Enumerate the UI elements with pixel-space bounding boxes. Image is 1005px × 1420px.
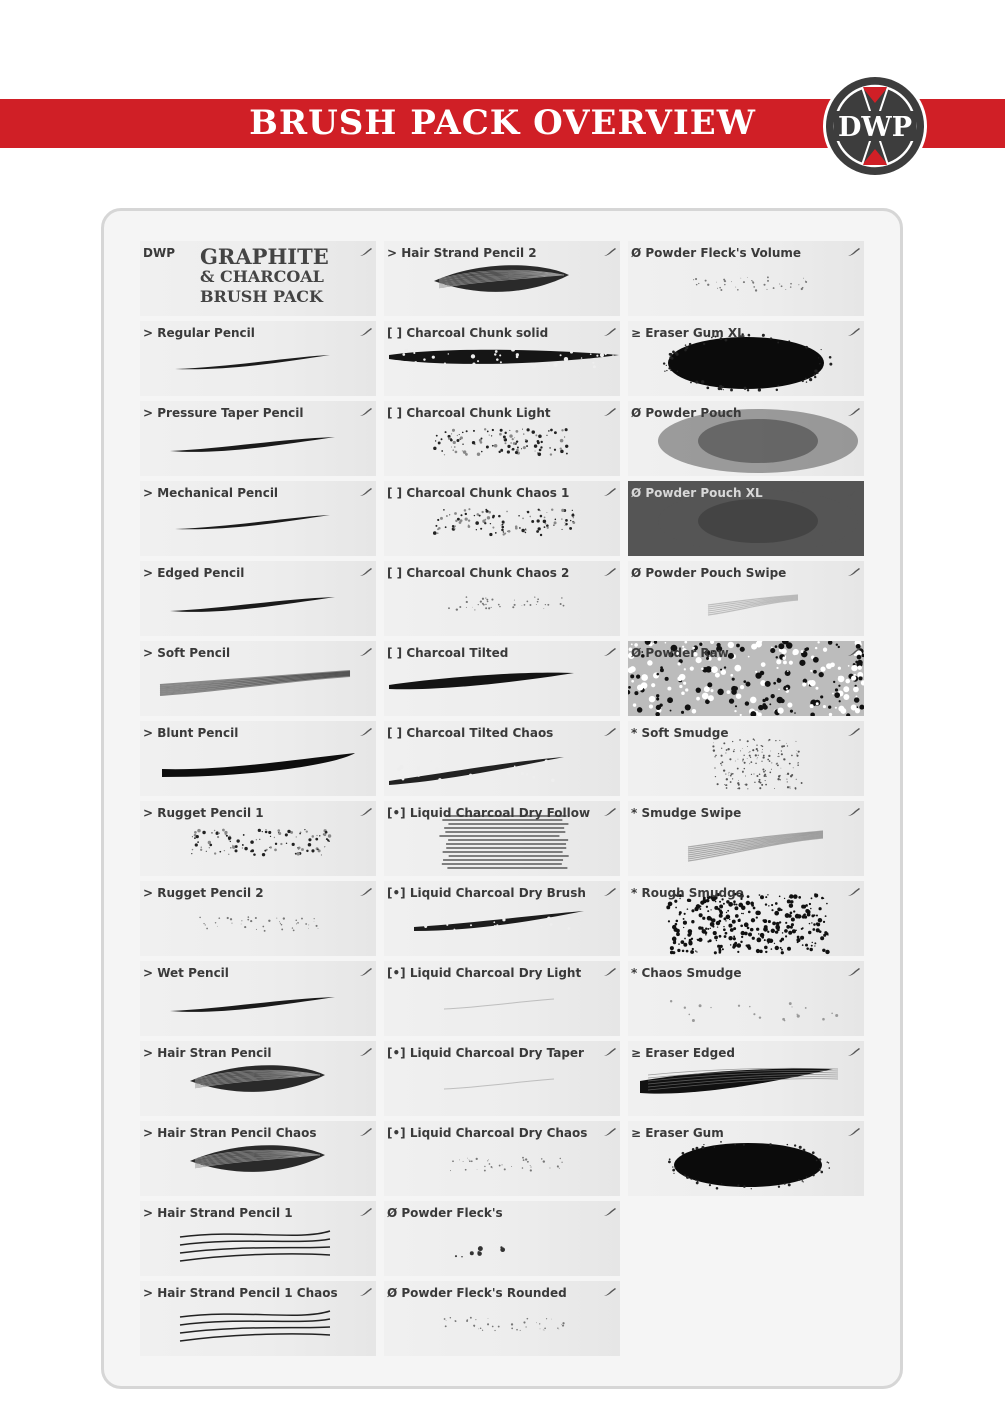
brush-icon [359,1127,373,1137]
brush-name: Ø Powder Fleck's [387,1206,503,1220]
brush-name: > Hair Strand Pencil 2 [387,246,537,260]
brush-name: ≥ Eraser Edged [631,1046,735,1060]
brush-cell [628,801,864,876]
brush-icon [847,807,861,817]
brush-cell [628,401,864,476]
brush-name: > Hair Strand Pencil 1 [143,1206,293,1220]
brush-name: > Hair Stran Pencil Chaos [143,1126,317,1140]
brush-name: > Rugget Pencil 1 [143,806,264,820]
brush-name: * Rough Smudge [631,886,744,900]
brush-name: > Mechanical Pencil [143,486,279,500]
brush-name: > Soft Pencil [143,646,231,660]
brush-name: Ø Powder Pouch Swipe [631,566,787,580]
brush-icon [359,647,373,657]
brush-cell [140,401,376,476]
brush-name: [ ] Charcoal Tilted [387,646,509,660]
brush-cell [140,481,376,556]
brush-icon [359,1047,373,1057]
brush-name: [•] Liquid Charcoal Dry Light [387,966,582,980]
brush-icon [359,727,373,737]
brush-icon [847,647,861,657]
brush-name: > Hair Strand Pencil 1 Chaos [143,1286,338,1300]
brush-icon [603,647,617,657]
brush-cell [384,1201,620,1276]
brush-name: [ ] Charcoal Tilted Chaos [387,726,554,740]
brush-name: Ø Powder Pouch XL [631,486,763,500]
brush-icon [359,247,373,257]
brush-icon [359,487,373,497]
brush-icon [603,967,617,977]
brush-name: > Blunt Pencil [143,726,239,740]
brush-name: [ ] Charcoal Chunk Light [387,406,551,420]
brush-cell [140,1201,376,1276]
brush-cell [628,481,864,556]
brush-icon [603,567,617,577]
brush-cell [628,641,864,716]
brush-icon [359,1207,373,1217]
brush-cell [384,801,620,876]
brush-icon [359,1287,373,1297]
brush-icon [359,567,373,577]
brush-icon [603,887,617,897]
brush-cell [384,481,620,556]
brush-cell [384,961,620,1036]
brush-name: Ø Powder Fleck's Volume [631,246,802,260]
brush-name: Ø Powder Fleck's Rounded [387,1286,567,1300]
brush-name: DWP [143,246,175,260]
brush-icon [847,247,861,257]
page-title: BRUSH PACK OVERVIEW [249,103,756,143]
brush-cell [628,241,864,316]
brush-cell [140,721,376,796]
brush-cell [628,881,864,956]
brush-icon [603,1207,617,1217]
brush-cell [384,881,620,956]
pack-name-line: GRAPHITE [200,244,329,269]
brand-cell [140,241,376,316]
brush-cell [140,1041,376,1116]
brush-icon [847,407,861,417]
brush-name: [•] Liquid Charcoal Dry Taper [387,1046,584,1060]
brush-cell [628,721,864,796]
brush-cell [384,721,620,796]
brush-cell [384,1281,620,1356]
brush-cell [628,961,864,1036]
brush-name: [ ] Charcoal Chunk Chaos 1 [387,486,570,500]
brush-name: [•] Liquid Charcoal Dry Follow [387,806,591,820]
brush-cell [384,321,620,396]
brush-icon [603,807,617,817]
pack-name [200,244,329,307]
brush-icon [603,727,617,737]
brush-icon [603,407,617,417]
brush-cell [628,1041,864,1116]
brush-icon [847,487,861,497]
brush-name: Ø Powder Raw [631,646,729,660]
brush-cell [628,321,864,396]
brush-icon [847,1047,861,1057]
brush-icon [847,567,861,577]
brush-icon [603,1047,617,1057]
brush-icon [847,1127,861,1137]
brush-cell [140,881,376,956]
brush-icon [847,727,861,737]
brush-icon [359,807,373,817]
brush-cell [628,1121,864,1196]
brush-cell [140,1281,376,1356]
brush-name: > Wet Pencil [143,966,229,980]
brush-cell [140,561,376,636]
brush-name: Ø Powder Pouch [631,406,742,420]
brush-cell [140,801,376,876]
brush-cell [384,1041,620,1116]
brush-name: > Edged Pencil [143,566,245,580]
brush-cell [384,641,620,716]
brush-icon [847,967,861,977]
brush-icon [359,407,373,417]
brush-cell [628,561,864,636]
brush-name: > Regular Pencil [143,326,255,340]
brush-icon [603,487,617,497]
brush-cell [140,961,376,1036]
brush-icon [603,327,617,337]
brush-icon [359,327,373,337]
pack-name-line: & CHARCOAL [200,267,324,286]
brush-cell [384,241,620,316]
brush-cell [140,1121,376,1196]
brush-icon [603,1127,617,1137]
brush-name: [•] Liquid Charcoal Dry Brush [387,886,586,900]
brush-icon [847,327,861,337]
brush-name: * Smudge Swipe [631,806,742,820]
brush-cell [140,321,376,396]
brush-name: > Rugget Pencil 2 [143,886,264,900]
brush-name: * Soft Smudge [631,726,729,740]
brush-cell [140,641,376,716]
brush-name: ≥ Eraser Gum [631,1126,724,1140]
dwp-logo [822,73,928,179]
brush-icon [359,967,373,977]
brush-icon [847,887,861,897]
brush-name: [ ] Charcoal Chunk Chaos 2 [387,566,570,580]
brush-icon [603,247,617,257]
brush-name: * Chaos Smudge [631,966,742,980]
brush-cell [384,1121,620,1196]
brush-icon [359,887,373,897]
brush-name: [ ] Charcoal Chunk solid [387,326,549,340]
brush-name: ≥ Eraser Gum XL [631,326,745,340]
brush-name: > Pressure Taper Pencil [143,406,304,420]
brush-name: > Hair Stran Pencil [143,1046,272,1060]
brush-name: [•] Liquid Charcoal Dry Chaos [387,1126,588,1140]
brush-cell [384,401,620,476]
brush-cell [384,561,620,636]
logo-text: DWP [837,112,913,143]
brush-icon [603,1287,617,1297]
pack-name-line: BRUSH PACK [200,287,323,306]
